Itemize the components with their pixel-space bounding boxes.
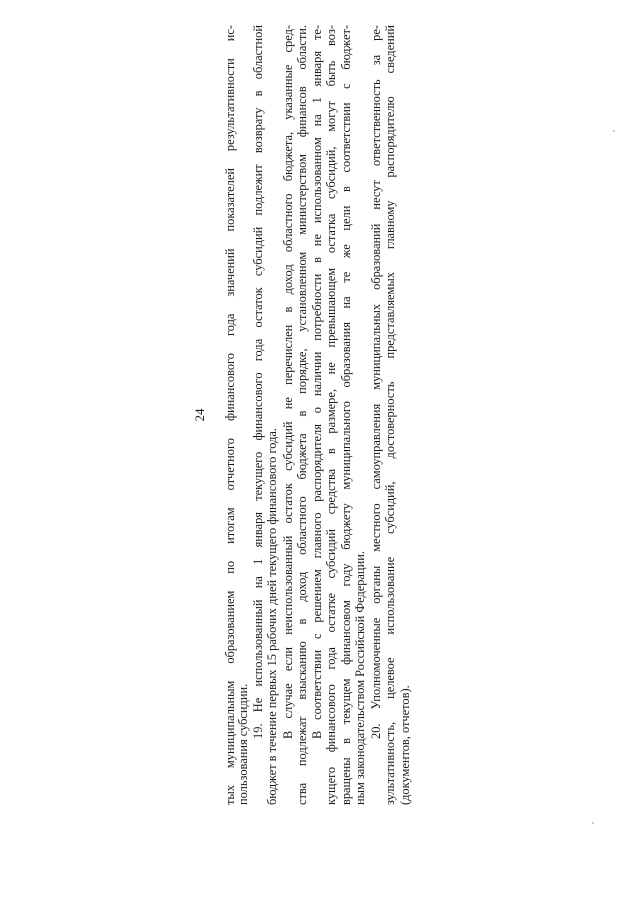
- text-line: пользования субсидии.: [236, 683, 250, 805]
- scan-speck: [592, 822, 594, 824]
- text-line: зультативность, целевое использование субсидий, достоверность представляемых главному распорядителю сведений: [383, 25, 397, 805]
- text-line: (документов, отчетов).: [398, 685, 412, 805]
- scan-speck: [613, 130, 615, 132]
- page-number: 24: [192, 408, 207, 422]
- text-line: 20. Уполномоченные органы местного самоуправления муниципальных образований несут ответственность за ре-: [369, 25, 383, 739]
- text-line: ным законодательством Российской Федерации.: [353, 551, 367, 805]
- rotated-page-content: [180, 25, 420, 805]
- text-line: 19. Не использованный на 1 января текущего финансового года остаток субсидий подлежит возврату в областной: [251, 25, 265, 739]
- text-line: В случае если неиспользованный остаток субсидий не перечислен в доход областного бюджета, указанные сред-: [281, 25, 295, 739]
- text-line: тых муниципальным образованием по итогам отчетного финансового года значений показателей результативности ис-: [223, 25, 237, 805]
- text-line: вращены в текущем финансовом году бюджету муниципального образования на те же цели в соответствии с бюджет-: [339, 25, 353, 805]
- text-line: бюджет в течение первых 15 рабочих дней текущего финансового года.: [265, 428, 279, 805]
- text-line: ства подлежат взысканию в доход областного бюджета в порядке, установленном министерством финансов области.: [295, 25, 309, 805]
- text-line: кущего финансового года остатке субсидий средства в размере, не превышающем остатка субсидий, могут быть воз-: [324, 25, 338, 805]
- text-line: В соответствии с решением главного распорядителя о наличии потребности в не использованном на 1 января те-: [310, 25, 324, 739]
